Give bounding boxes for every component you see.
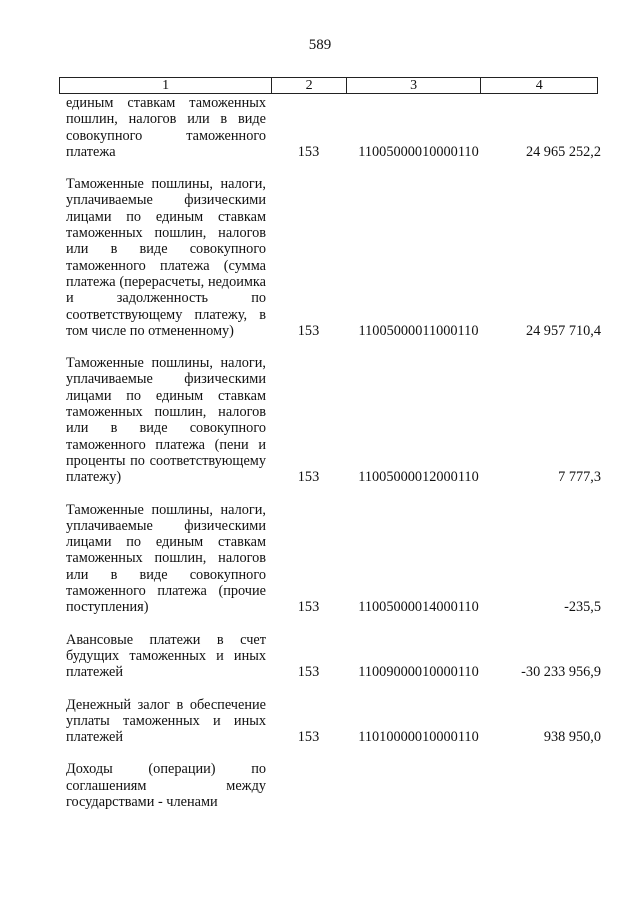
row-description: Таможенные пошлины, налоги, уплачиваемые физическими лицами по единым ставкам таможенных пошлин, налогов или в виде совокупного таможенного платежа (пени и проценты по соответствующему платежу): [66, 355, 266, 486]
page-number: 589: [308, 37, 332, 53]
row-classification-code: 11005000011000110: [358, 322, 479, 339]
row-code: 153: [297, 322, 320, 339]
row-description: единым ставкам таможенных пошлин, налогов или в виде совокупного таможенного платежа: [66, 95, 266, 160]
row-classification-code: 11009000010000110: [358, 664, 479, 681]
row-amount: 7 777,3: [558, 469, 601, 486]
table-row: [66, 95, 606, 160]
row-description: Таможенные пошлины, налоги, уплачиваемые физическими лицами по единым ставкам таможенных пошлин, налогов или в виде совокупного таможенного платежа (прочие поступления): [66, 501, 266, 616]
table-row: [66, 632, 606, 681]
row-amount: 938 950,0: [543, 729, 601, 746]
row-description: Таможенные пошлины, налоги, уплачиваемые физическими лицами по единым ставкам таможенных пошлин, налогов или в виде совокупного таможенного платежа (сумма платежа (перерасчеты, недоимка и задолженность по соответствующему платежу, в том числе по отмененному): [66, 176, 266, 339]
row-amount: -30 233 956,9: [521, 664, 601, 681]
row-code: 153: [297, 143, 320, 160]
table-row: [66, 697, 606, 746]
table-row: [66, 761, 606, 810]
row-amount: 24 957 710,4: [525, 322, 601, 339]
row-amount: 24 965 252,2: [525, 143, 601, 160]
row-code: 153: [297, 664, 320, 681]
table-row: [66, 502, 606, 616]
row-code: 153: [297, 469, 320, 486]
row-code: 153: [297, 729, 320, 746]
row-description: Авансовые платежи в счет будущих таможенных и иных платежей: [66, 631, 266, 681]
row-classification-code: 11005000010000110: [358, 143, 479, 160]
row-code: 153: [297, 599, 320, 616]
row-classification-code: 11005000012000110: [358, 469, 479, 486]
column-header-1: 1: [162, 78, 170, 93]
table-header: [59, 77, 598, 94]
column-header-4: 4: [480, 78, 597, 93]
row-amount: -235,5: [564, 599, 601, 616]
row-description: Доходы (операции) по соглашениям между государствами - членами: [66, 761, 266, 810]
row-description: Денежный залог в обеспечение уплаты таможенных и иных платежей: [66, 696, 266, 746]
column-header-2: 2: [271, 78, 346, 93]
table-row: [66, 355, 606, 485]
table-row: [66, 176, 606, 339]
table-body: [66, 95, 606, 810]
row-classification-code: 11005000014000110: [358, 599, 479, 616]
row-classification-code: 11010000010000110: [358, 729, 479, 746]
column-header-3: 3: [346, 78, 481, 93]
